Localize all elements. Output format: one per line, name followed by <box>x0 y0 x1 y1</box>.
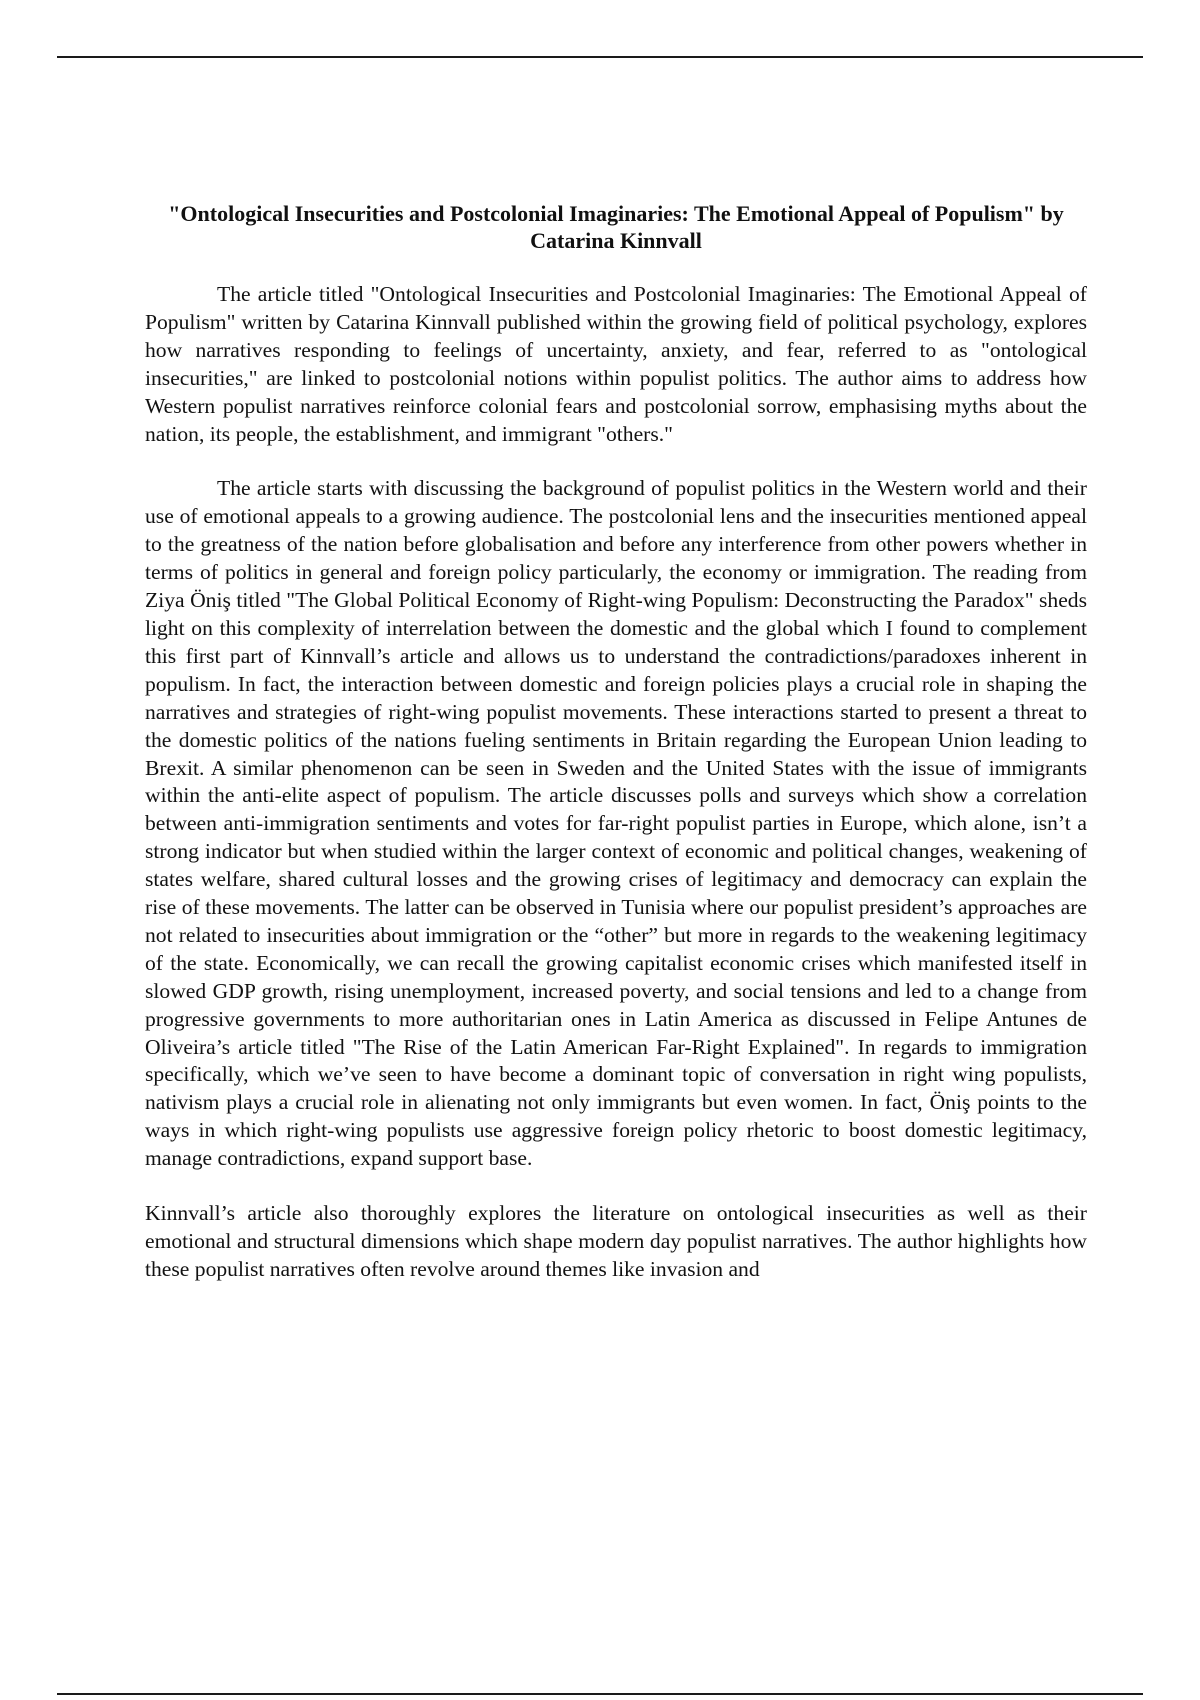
paragraph-background: The article starts with discussing the background of populist politics in the Western world and their use of emotional appeals to a growing audience. The postcolonial lens and the insecurities mentioned appeal to the greatness of the nation before globalisation and before any interference from other powers whether in terms of politics in general and foreign policy particularly, the economy or immigration. The reading from Ziya Öniş titled "The Global Political Economy of Right-wing Populism: Deconstructing the Paradox" sheds light on this complexity of interrelation between the domestic and the global which I found to complement this first part of Kinnvall’s article and allows us to understand the contradictions/paradoxes inherent in populism. In fact, the interaction between domestic and foreign policies plays a crucial role in shaping the narratives and strategies of right-wing populist movements. These interactions started to present a threat to the domestic politics of the nations fueling sentiments in Britain regarding the European Union leading to Brexit. A similar phenomenon can be seen in Sweden and the United States with the issue of immigrants within the anti-elite aspect of populism. The article discusses polls and surveys which show a correlation between anti-immigration sentiments and votes for far-right populist parties in Europe, which alone, isn’t a strong indicator but when studied within the larger context of economic and political changes, weakening of states welfare, shared cultural losses and the growing crises of legitimacy and democracy can explain the rise of these movements. The latter can be observed in Tunisia where our populist president’s approaches are not related to insecurities about immigration or the “other” but more in regards to the weakening legitimacy of the state. Economically, we can recall the growing capitalist economic crises which manifested itself in slowed GDP growth, rising unemployment, increased poverty, and social tensions and led to a change from progressive governments to more authoritarian ones in Latin America as discussed in Felipe Antunes de Oliveira’s article titled "The Rise of the Latin American Far-Right Explained". In regards to immigration specifically, which we’ve seen to have become a dominant topic of conversation in right wing populists, nativism plays a crucial role in alienating not only immigrants but even women. In fact, Öniş points to the ways in which right-wing populists use aggressive foreign policy rhetoric to boost domestic legitimacy, manage contradictions, expand support base. <box>145 476 1087 1171</box>
footer-rule <box>57 1693 1143 1695</box>
header-rule <box>57 56 1143 58</box>
document-body <box>145 200 1087 1284</box>
paragraph-intro: The article titled "Ontological Insecurities and Postcolonial Imaginaries: The Emotional Appeal of Populism" written by Catarina Kinnvall published within the growing field of political psychology, explores how narratives responding to feelings of uncertainty, anxiety, and fear, referred to as "ontological insecurities," are linked to postcolonial notions within populist politics. The author aims to address how Western populist narratives reinforce colonial fears and postcolonial sorrow, emphasising myths about the nation, its people, the establishment, and immigrant "others." <box>145 282 1087 446</box>
paragraph-literature: Kinnvall’s article also thoroughly explores the literature on ontological insecurities as well as their emotional and structural dimensions which shape modern day populist narratives. The author highlights how these populist narratives often revolve around themes like invasion and <box>145 1201 1087 1281</box>
document-title: "Ontological Insecurities and Postcolonial Imaginaries: The Emotional Appeal of Populism" by Catarina Kinnvall <box>168 201 1064 253</box>
